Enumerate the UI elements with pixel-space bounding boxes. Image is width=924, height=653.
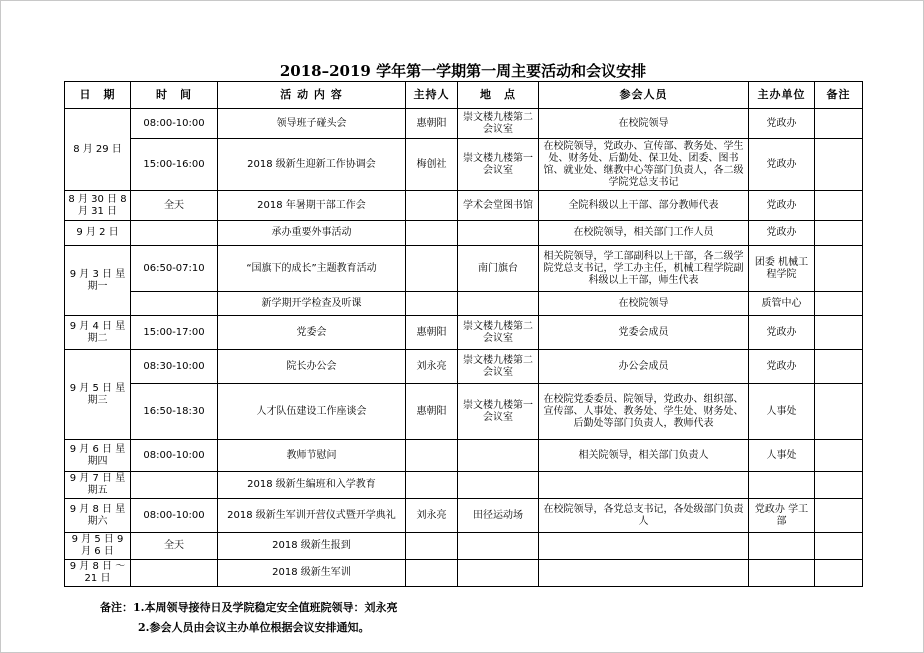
cell-note (815, 533, 863, 560)
cell-time: 06:50-07:10 (131, 246, 218, 292)
cell-time (131, 560, 218, 587)
cell-location (458, 472, 539, 499)
cell-location: 学术会堂图书馆 (458, 191, 539, 221)
cell-host (406, 191, 458, 221)
cell-date: 9 月 5 日 9 月 6 日 (65, 533, 131, 560)
cell-time: 08:30-10:00 (131, 350, 218, 384)
cell-note (815, 440, 863, 472)
table-row (65, 221, 863, 246)
header-activity: 活 动 内 容 (218, 82, 406, 109)
cell-note (815, 139, 863, 191)
cell-organizer: 党政办 学工部 (749, 499, 815, 533)
cell-attendees: 在校院党委委员、院领导，党政办、组织部、宣传部、人事处、教务处、学生处、财务处、后勤处等部门负责人，教师代表 (539, 384, 749, 440)
header-row (65, 82, 863, 109)
cell-location: 崇文楼九楼第一会议室 (458, 384, 539, 440)
cell-activity: 院长办公会 (218, 350, 406, 384)
header-note: 备注 (815, 82, 863, 109)
cell-host: 惠朝阳 (406, 384, 458, 440)
cell-location (458, 292, 539, 316)
cell-organizer: 团委 机械工程学院 (749, 246, 815, 292)
cell-date: 9 月 8 日 星期六 (65, 499, 131, 533)
cell-location (458, 533, 539, 560)
cell-host: 刘永亮 (406, 499, 458, 533)
cell-date: 8 月 29 日 (65, 109, 131, 191)
header-date: 日 期 (65, 82, 131, 109)
table-row (65, 350, 863, 384)
cell-activity: 党委会 (218, 316, 406, 350)
cell-attendees: 相关院领导，学工部副科以上干部，各二级学院党总支书记，学工办主任，机械工程学院副科级以上干部，师生代表 (539, 246, 749, 292)
header-time: 时 间 (131, 82, 218, 109)
cell-note (815, 499, 863, 533)
cell-host (406, 560, 458, 587)
cell-date: 9 月 6 日 星期四 (65, 440, 131, 472)
table-row (65, 440, 863, 472)
cell-time: 08:00-10:00 (131, 440, 218, 472)
cell-activity: 2018 级新生报到 (218, 533, 406, 560)
cell-attendees: 在校院领导 (539, 292, 749, 316)
cell-activity: 教师节慰问 (218, 440, 406, 472)
cell-time: 08:00-10:00 (131, 109, 218, 139)
cell-organizer: 党政办 (749, 350, 815, 384)
table-row (65, 499, 863, 533)
header-organizer: 主办单位 (749, 82, 815, 109)
cell-time: 15:00-16:00 (131, 139, 218, 191)
cell-host: 梅创社 (406, 139, 458, 191)
cell-location: 南门旗台 (458, 246, 539, 292)
header-host: 主持人 (406, 82, 458, 109)
cell-organizer: 党政办 (749, 316, 815, 350)
cell-host (406, 246, 458, 292)
cell-time (131, 472, 218, 499)
cell-host: 惠朝阳 (406, 109, 458, 139)
cell-attendees: 在校院领导，相关部门工作人员 (539, 221, 749, 246)
cell-host (406, 533, 458, 560)
table-row (65, 109, 863, 139)
table-row (65, 292, 863, 316)
cell-host (406, 440, 458, 472)
cell-organizer: 党政办 (749, 139, 815, 191)
cell-attendees: 全院科级以上干部、部分教师代表 (539, 191, 749, 221)
cell-host (406, 292, 458, 316)
cell-time: 15:00-17:00 (131, 316, 218, 350)
cell-activity: 新学期开学检查及听课 (218, 292, 406, 316)
cell-location: 崇文楼九楼第一会议室 (458, 139, 539, 191)
cell-location (458, 221, 539, 246)
footnote-1: 备注：1.本周领导接待日及学院稳定安全值班院领导：刘永亮 (100, 601, 398, 614)
cell-activity: “国旗下的成长”主题教育活动 (218, 246, 406, 292)
table-row (65, 191, 863, 221)
cell-date: 9 月 7 日 星期五 (65, 472, 131, 499)
cell-organizer: 党政办 (749, 191, 815, 221)
cell-organizer (749, 560, 815, 587)
footnote-2: 2.参会人员由会议主办单位根据会议安排通知。 (138, 621, 370, 634)
header-location: 地 点 (458, 82, 539, 109)
cell-note (815, 221, 863, 246)
cell-activity: 人才队伍建设工作座谈会 (218, 384, 406, 440)
table-row (65, 316, 863, 350)
table-row (65, 246, 863, 292)
cell-location: 田径运动场 (458, 499, 539, 533)
cell-organizer: 党政办 (749, 109, 815, 139)
cell-activity: 2018 年暑期干部工作会 (218, 191, 406, 221)
cell-attendees: 办公会成员 (539, 350, 749, 384)
cell-time (131, 221, 218, 246)
cell-location (458, 560, 539, 587)
cell-attendees: 党委会成员 (539, 316, 749, 350)
cell-organizer: 党政办 (749, 221, 815, 246)
cell-organizer: 质管中心 (749, 292, 815, 316)
table-row (65, 560, 863, 587)
cell-time: 全天 (131, 191, 218, 221)
cell-activity: 承办重要外事活动 (218, 221, 406, 246)
cell-activity: 2018 级新生迎新工作协调会 (218, 139, 406, 191)
cell-host (406, 472, 458, 499)
cell-time: 16:50-18:30 (131, 384, 218, 440)
cell-date: 9 月 5 日 星期三 (65, 350, 131, 440)
cell-time (131, 292, 218, 316)
cell-time: 08:00-10:00 (131, 499, 218, 533)
footnotes (100, 598, 700, 638)
table-row (65, 533, 863, 560)
cell-location: 崇文楼九楼第二会议室 (458, 109, 539, 139)
cell-note (815, 560, 863, 587)
cell-note (815, 350, 863, 384)
cell-date: 8 月 30 日 8 月 31 日 (65, 191, 131, 221)
cell-note (815, 316, 863, 350)
cell-host: 惠朝阳 (406, 316, 458, 350)
cell-activity: 2018 级新生编班和入学教育 (218, 472, 406, 499)
cell-date: 9 月 8 日 ～21 日 (65, 560, 131, 587)
schedule-table (64, 81, 863, 587)
cell-note (815, 246, 863, 292)
page-title: 2018–2019 学年第一学期第一周主要活动和会议安排 (279, 62, 647, 80)
cell-organizer (749, 472, 815, 499)
cell-location (458, 440, 539, 472)
cell-attendees (539, 472, 749, 499)
cell-activity: 2018 级新生军训开营仪式暨开学典礼 (218, 499, 406, 533)
cell-date: 9 月 4 日 星期二 (65, 316, 131, 350)
cell-attendees: 在校院领导 (539, 109, 749, 139)
cell-time: 全天 (131, 533, 218, 560)
cell-location: 崇文楼九楼第二会议室 (458, 316, 539, 350)
cell-date: 9 月 3 日 星期一 (65, 246, 131, 316)
cell-attendees: 相关院领导，相关部门负责人 (539, 440, 749, 472)
cell-note (815, 292, 863, 316)
header-attendees: 参会人员 (539, 82, 749, 109)
cell-activity: 领导班子碰头会 (218, 109, 406, 139)
cell-organizer: 人事处 (749, 384, 815, 440)
cell-attendees (539, 533, 749, 560)
cell-note (815, 472, 863, 499)
cell-note (815, 109, 863, 139)
cell-host (406, 221, 458, 246)
table-row (65, 472, 863, 499)
cell-attendees: 在校院领导，各党总支书记，各处级部门负责人 (539, 499, 749, 533)
cell-note (815, 191, 863, 221)
cell-note (815, 384, 863, 440)
cell-attendees: 在校院领导，党政办、宣传部、教务处、学生处、财务处、后勤处、保卫处、团委、图书馆、就业处、继教中心等部门负责人，各二级学院党总支书记 (539, 139, 749, 191)
cell-date: 9 月 2 日 (65, 221, 131, 246)
table-row (65, 384, 863, 440)
cell-attendees (539, 560, 749, 587)
table-row (65, 139, 863, 191)
cell-activity: 2018 级新生军训 (218, 560, 406, 587)
cell-organizer (749, 533, 815, 560)
cell-organizer: 人事处 (749, 440, 815, 472)
cell-location: 崇文楼九楼第二会议室 (458, 350, 539, 384)
cell-host: 刘永亮 (406, 350, 458, 384)
